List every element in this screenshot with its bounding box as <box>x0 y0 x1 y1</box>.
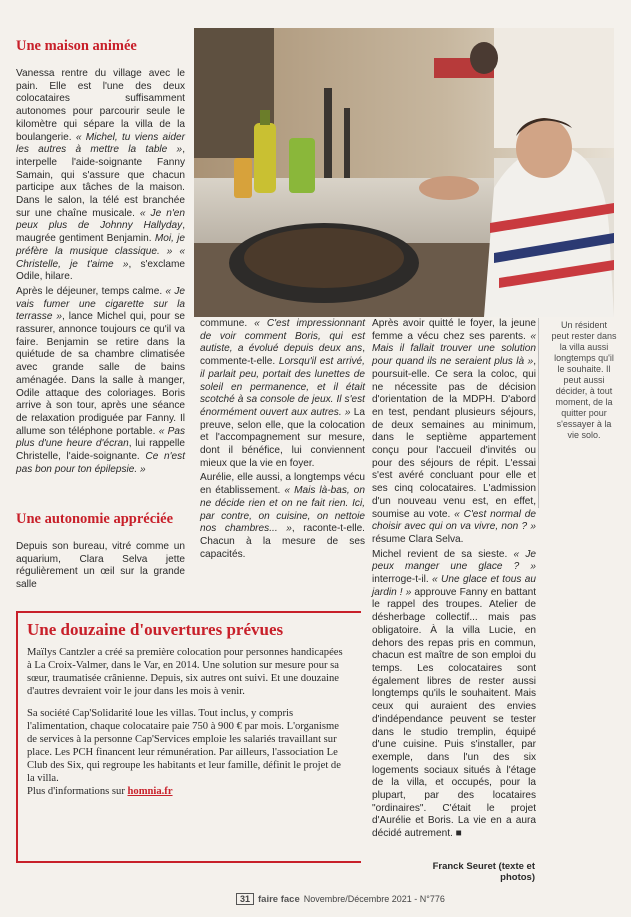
body-text: , lui rappelle Christelle, l'aide-soignante. <box>16 438 185 463</box>
paragraph <box>372 549 536 841</box>
more-info-prefix: Plus d'informations sur <box>27 786 128 797</box>
page-footer <box>236 892 445 906</box>
quote-text: « C'est normal de choisir avec qui on va vivre, non ? » <box>372 508 536 533</box>
body-text: Vanessa rentre du village avec le pain. Elle est l'une des deux colocataires suffisamment autonomes pour parcourir seule le kilomètre qui sépare la villa de la boulangerie. <box>16 68 185 143</box>
magazine-brand: faire face <box>258 893 300 905</box>
body-text: commune. <box>200 318 255 329</box>
quote-text: « Je peux manger une glace ? » <box>372 548 536 573</box>
section2-body <box>16 541 185 592</box>
paragraph <box>16 541 185 592</box>
kitchen-photo-icon <box>194 28 614 317</box>
info-box-paragraph-2 <box>27 707 347 798</box>
quote-text: Moi, je préfère la musique classique. » « Christelle, je t'aime » <box>16 233 185 270</box>
quote-text: « C'est impressionnant de voir comment Boris, qui est autiste, a évolué depuis deux ans <box>200 318 365 355</box>
info-box-title: Une douzaine d'ouvertures prévues <box>27 620 284 639</box>
heading-maison-animee: Une maison animée <box>16 38 137 54</box>
issue-info: Novembre/Décembre 2021 - N°776 <box>303 894 445 904</box>
info-box-paragraph-1: Maïlys Cantzler a créé sa première colocation pour personnes handicapées à La Croix-Valmer, dans le Var, en 2014. Une solution sur mesure pour sa sœur, traumatisée crânienne. Depuis, six autres ont suivi. Et une douzaine d'autres devraient voir le jour dans les mois à venir. <box>27 647 343 697</box>
column2-body <box>200 318 365 561</box>
column-3 <box>372 318 536 841</box>
body-text: Après avoir quitté le foyer, la jeune femme a vécu chez ses parents. <box>372 318 536 342</box>
photo-caption: Un résident peut rester dans la villa aussi longtemps qu'il le souhaite. Il peut aussi décider, à tout moment, de la quitter pour s'essayer à la vie solo. <box>551 320 617 440</box>
quote-text: « Michel, tu viens aider les autres à mettre la table » <box>16 131 185 156</box>
quote-text: « Une glace et tous au jardin ! » <box>372 574 536 598</box>
quote-text: Ce n'est pas bon pour ton épilepsie. » <box>16 451 185 475</box>
column3-body <box>372 318 536 841</box>
body-text: , poursuit-elle. Ce sera la coloc, qui ne nécessite pas de décision d'orientation de la MDPH. D'abord en test, pendant plusieurs séjours, de deux semaines au minimum, dans le septième appartement conçu pour l'accueil d'invités ou pour des séjours de répit. L'essai s'est avéré concluant pour elle et ses cinq colocataires. L'admission d'un nouveau venu est, en effet, soumise au vote. <box>372 356 536 520</box>
quote-text: « Pas plus d'une heure d'écran <box>16 425 185 450</box>
paragraph <box>16 68 185 284</box>
quote-text: « Je n'en peux plus de Johnny Hallyday <box>16 207 185 232</box>
section1-body <box>16 68 185 477</box>
byline: Franck Seuret (texte et photos) <box>432 861 535 883</box>
quote-text: « Je vais fumer une cigarette sur la terrasse » <box>16 285 185 323</box>
body-text: , raconte-t-elle. Chacun à la mesure de ses capacités. <box>200 523 365 560</box>
paragraph <box>200 472 365 561</box>
body-text: , s'exclame Odile, hilare. <box>16 258 186 283</box>
quote-text: Lorsqu'il est arrivé, il parlait peu, portait des lunettes de soleil en permanence, et il était scotché à sa console de jeux. Il s'est énormément ouvert aux autres. » <box>200 356 365 418</box>
info-box-paragraph-2-text: Sa société Cap'Solidarité loue les villas. Tout inclus, y compris l'alimentation, chaque colocataire paie 750 à 900 € par mois. L'organisme de services à la personne Cap'Services emploie les salariés travaillant sur place. Les PCH financent leur rémunération. Par ailleurs, l'association Le Club des Six, qui regroupe les habitants et leur famille, définit le projet de la villa. <box>27 708 341 784</box>
section-maison-animee <box>16 38 185 477</box>
paragraph <box>372 318 536 547</box>
page-number: 31 <box>236 893 254 905</box>
kitchen-photo <box>194 28 614 317</box>
body-text: interroge-t-il. <box>372 574 433 586</box>
body-text: Après le déjeuner, temps calme. <box>16 285 166 297</box>
body-text: approuve Fanny en battant le rappel des troupes. Atelier de désherbage collectif... mais pas obligatoire. À la villa Lucie, en dehors des repas pris en commun, chacun est maître de son emploi du temps. Les colocataires sont également libres de rester aussi longtemps qu'ils le souhaitent. Mais ceux qui auraient des envies d'indépendance peuvent se tester dans le studio tremplin, équipé d'une cuisine. Puis s'installer, par exemple, dans l'un des six logements sociaux situés à l'étage de la villa, et occupés, pour la plupart, par des locataires "ordinaires". C'était le projet d'Aurélie et Boris. La vie en a aura décidé autrement. ■ <box>372 586 536 840</box>
body-text: Depuis son bureau, vitré comme un aquarium, Clara Selva jette régulièrement un œil sur la grande salle <box>16 541 185 591</box>
column-2 <box>200 318 365 561</box>
caption-divider <box>538 318 539 508</box>
body-text: , maugrée gentiment Benjamin. <box>16 220 185 245</box>
body-text: , interpelle l'aide-soignante Fanny Samain, qui s'assure que chacun participe aux tâches de la maison. Dans le salon, la télé est branchée sur une chaîne musicale. <box>16 144 185 219</box>
body-text: , commente-t-elle. <box>200 343 365 368</box>
quote-text: « Mais il fallait trouver une solution pour quand ils ne seraient plus là » <box>372 330 536 368</box>
body-text: Michel revient de sa sieste. <box>372 548 514 560</box>
heading-autonomie: Une autonomie appréciée <box>16 511 174 527</box>
paragraph <box>16 286 185 477</box>
homnia-link[interactable]: homnia.fr <box>127 786 173 797</box>
info-box-text <box>27 646 347 798</box>
section-autonomie <box>16 511 185 592</box>
body-text: , lance Michel qui, pour se rassurer, annonce toujours ce qu'il va faire. Benjamin se retire dans la quiétude de sa chambre climatisée avec grande salle de bains aménagée. Dans la salle à manger, Odile attaque des coloriages. Boris arrive à son tour, après une séance de relaxation prodiguée par Fanny. Il allume son téléphone portable. <box>16 311 185 437</box>
body-text: Aurélie, elle aussi, a longtemps vécu en établissement. <box>200 472 365 497</box>
body-text: La preuve, selon elle, que la colocation et l'accompagnement sur mesure, dont il bénéfice, lui conviennent mieux que la vie en foyer. <box>200 406 365 469</box>
paragraph <box>200 318 365 470</box>
body-text: résume Clara Selva. <box>372 533 464 545</box>
quote-text: « Mais là-bas, on ne décide rien et on ne fait rien. Ici, par contre, on cuisine, on nettoie nos chambres... » <box>200 485 365 535</box>
